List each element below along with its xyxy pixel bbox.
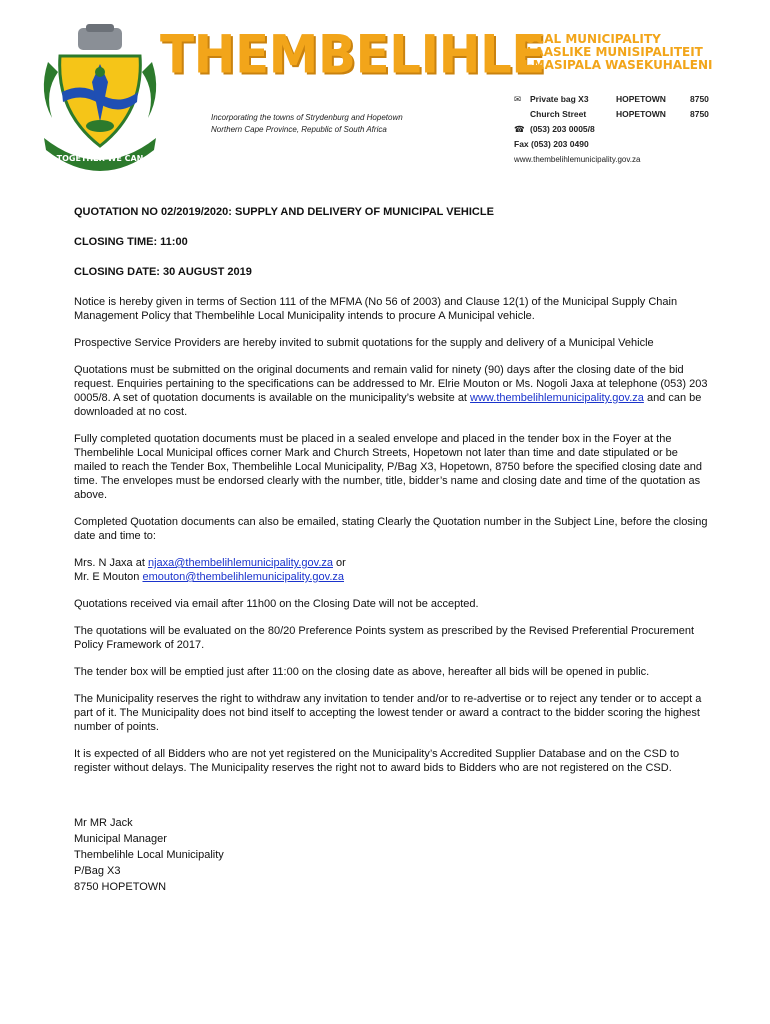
email-link-mouton[interactable]: emouton@thembelihlemunicipality.gov.za [142, 571, 345, 583]
paragraph-tender-box: The tender box will be emptied just after 11:00 on the closing date as above, hereafter all bids will be opened in public. [74, 666, 650, 678]
telephone-icon: ☎ [514, 124, 525, 134]
closing-date: CLOSING DATE: 30 AUGUST 2019 [74, 266, 252, 278]
paragraph-registration: It is expected of all Bidders who are not yet registered on the Municipality’s Accredited Supplier Database and on the CSD to register without delays. The Municipality reserves the right not to award bids to Bidders who are not registered on the CSD. [74, 748, 680, 774]
phone-number: (053) 203 0005/8 [530, 124, 595, 134]
street-address: Church Street [530, 109, 587, 119]
paragraph-submission: Fully completed quotation documents must be placed in a sealed envelope and placed in the tender box in the Foyer at the Thembelihle Local Municipal offices corner Mark and Church Streets, Hopetown not later than time and date stipulated or be mailed to reach the Tender Box, Thembelihle Local Municipality, P/Bag X3, Hopetown, 8750 before the specified closing date and time. The envelopes must be endorsed clearly with the number, title, bidder’s name and closing date and time of the quotation as above. [74, 433, 702, 501]
municipality-name-english: LOCAL MUNICIPALITY [518, 32, 661, 46]
crest-motto: TOGETHER WE CAN [56, 154, 144, 163]
coat-of-arms-logo [38, 22, 162, 182]
contact-block [514, 92, 709, 167]
street-town: HOPETOWN [616, 109, 666, 119]
website-url[interactable]: www.thembelihlemunicipality.gov.za [514, 155, 641, 164]
envelope-icon: ✉ [514, 94, 522, 104]
signatory-role: Municipal Manager [74, 833, 167, 845]
paragraph-late-email: Quotations received via email after 11h00 on the Closing Date will not be accepted. [74, 598, 479, 610]
signatory-name: Mr MR Jack [74, 817, 133, 829]
notice-body [74, 205, 710, 895]
postal-code: 8750 [690, 94, 709, 104]
closing-time: CLOSING TIME: 11:00 [74, 236, 188, 248]
paragraph-reservation: The Municipality reserves the right to withdraw any invitation to tender and/or to re-advertise or to reject any tender or to accept a part of it. The Municipality does not bind itself to accepting the lowest tender or award a contract to the bidder scoring the highest number of points. [74, 693, 702, 733]
signature-block [74, 815, 710, 895]
email-contacts: Mrs. N Jaxa at njaxa@thembelihlemunicipality.gov.za or Mr. E Mouton emouton@thembelihlemunicipality.gov.za [74, 557, 346, 583]
municipality-names [518, 33, 713, 72]
incorporating-note: Incorporating the towns of Strydenburg and Hopetown Northern Cape Province, Republic of South Africa [211, 113, 403, 134]
fax-number: Fax (053) 203 0490 [514, 139, 589, 149]
paragraph-notice: Notice is hereby given in terms of Section 111 of the MFMA (No 56 of 2003) and Clause 12(1) of the Municipal Supply Chain Management Policy that Thembelihle Local Municipality intends to procure A Municipal vehicle. [74, 296, 678, 322]
paragraph-evaluation: The quotations will be evaluated on the 80/20 Preference Points system as prescribed by the Revised Preferential Procurement Policy Framework of 2017. [74, 625, 695, 651]
page-title: QUOTATION NO 02/2019/2020: SUPPLY AND DELIVERY OF MUNICIPAL VEHICLE [74, 206, 494, 218]
paragraph-invitation: Prospective Service Providers are hereby invited to submit quotations for the supply and delivery of a Municipal Vehicle [74, 337, 654, 349]
postal-town: HOPETOWN [616, 94, 666, 104]
signatory-box: P/Bag X3 [74, 865, 121, 877]
website-link[interactable]: www.thembelihlemunicipality.gov.za [470, 392, 644, 404]
street-postcode: 8750 [690, 109, 709, 119]
paragraph-email-submission: Completed Quotation documents can also be emailed, stating Clearly the Quotation number in the Subject Line, before the closing date and time to: [74, 516, 708, 542]
municipality-name-afrikaans: PLAASLIKE MUNISIPALITEIT [518, 45, 703, 59]
email-link-jaxa[interactable]: njaxa@thembelihlemunicipality.gov.za [147, 557, 333, 569]
brand-wordmark: THEMBELIHLE [160, 24, 545, 85]
postal-address: Private bag X3 [530, 94, 589, 104]
signatory-town: 8750 HOPETOWN [74, 881, 167, 893]
paragraph-validity: Quotations must be submitted on the original documents and remain valid for ninety (90) days after the closing date of the bid request. Enquiries pertaining to the specifications can be addressed to Mr. Elrie Mouton or Ms. Nogoli Jaxa at telephone (053) 203 0005/8. A set of quotation documents is available on the municipality’s website at www.thembelihlemunicipality.gov.za and can be downloaded at no cost. [74, 364, 708, 418]
municipality-name-xhosa: U-MASIPALA WASEKUHALENI [518, 58, 713, 72]
signatory-org: Thembelihle Local Municipality [74, 849, 224, 861]
